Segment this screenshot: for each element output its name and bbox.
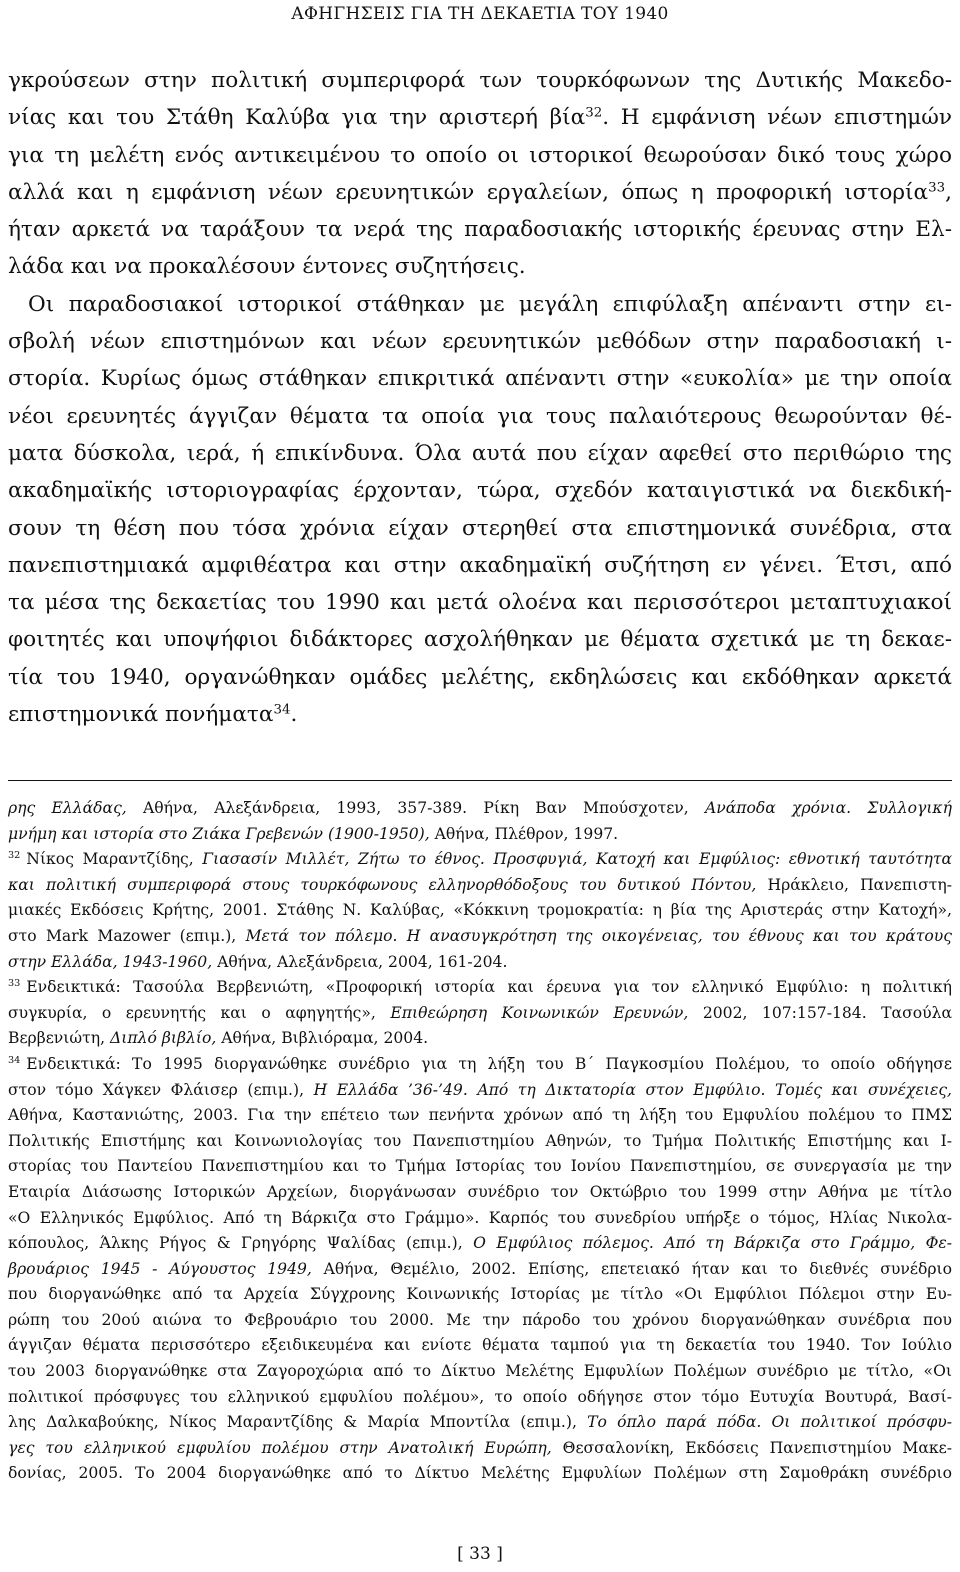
body-line-text: σουν τη θέση που τόσα χρόνια είχαν στερηθεί στα επιστημονικά συνέδρια, στα (8, 515, 952, 541)
citation-title: βρουάριος 1945 - Αύγουστος 1949, (8, 1259, 312, 1278)
footnote-text: Θεσσαλονίκη, Εκδόσεις Πανεπιστημίου Μακε- (551, 1438, 952, 1457)
footnote-line (8, 1308, 952, 1334)
body-line (8, 584, 952, 621)
footnote-line (8, 898, 952, 924)
footnote-line (8, 924, 952, 950)
body-line (8, 621, 952, 658)
footnote-line (8, 1282, 952, 1308)
body-line (8, 435, 952, 472)
body-line-text: Οι παραδοσιακοί ιστορικοί στάθηκαν με μεγάλη επιφύλαξη απέναντι στην ει- (28, 291, 952, 317)
body-line-text: γκρούσεων στην πολιτική συμπεριφορά των τουρκόφωνων της Δυτικής Μακεδο- (8, 68, 952, 93)
body-line (8, 472, 952, 509)
footnote-line (8, 847, 952, 873)
body-line (8, 99, 952, 136)
footnote-text: στον τόμο Χάγκεν Φλάισερ (επιμ.), (8, 1080, 314, 1099)
footnote-line (8, 1103, 952, 1129)
footnote-line (8, 1257, 952, 1283)
body-line (8, 137, 952, 174)
body-line (8, 659, 952, 696)
body-line (8, 398, 952, 435)
body-line (8, 286, 952, 323)
footnote-text: Εταιρία Διάσωσης Ιστορικών Αρχείων, διοργάνωσαν συνέδριο τον Οκτώβριο του 1999 στην Αθήνα με τίτλο (8, 1182, 952, 1201)
footnote-reference[interactable]: 33 (928, 180, 946, 196)
footnote-text: Ηράκλειο, Πανεπιστη- (756, 875, 953, 894)
footnote-text: του 2003 διοργανώθηκε στα Ζαγοροχώρια από το Δίκτυο Μελέτης Εμφυλίων Πολέμων συνέδριο με τίτλο, «Οι (8, 1362, 952, 1381)
running-header: ΑΦΗΓΗΣΕΙΣ ΓΙΑ ΤΗ ΔΕΚΑΕΤΙΑ ΤΟΥ 1940 (291, 4, 669, 24)
footnote-text: 2002, 107:157-184. Τασούλα (688, 1003, 952, 1022)
footnote-line (8, 1206, 952, 1232)
footnote-reference[interactable]: 34 (273, 702, 291, 718)
body-line-text: επιστημονικά πονήματα (8, 702, 274, 728)
citation-title: Επιθεώρηση Κοινωνικών Ερευνών, (390, 1003, 689, 1022)
body-line (8, 174, 952, 211)
citation-title: μνήμη και ιστορία στο Ζιάκα Γρεβενών (1900-1950), (8, 824, 430, 843)
page-number: [ 33 ] (457, 1544, 503, 1564)
footnote-text: μιακές Εκδόσεις Κρήτης, 2001. Στάθης Ν. Καλύβας, «Κόκκινη τρομοκρατία: η βία της Αριστεράς στην Κατοχή», (8, 901, 952, 920)
citation-title: Ανάποδα χρόνια. Συλλογική (704, 799, 952, 817)
footnote-text: Ενδεικτικά: Τασούλα Βερβενιώτη, «Προφορική ιστορία και έρευνα για τον ελληνικό Εμφύλιο: η πολιτική (26, 978, 952, 997)
body-line-text: ήταν αρκετά να ταράξουν τα νερά της παραδοσιακής ιστορικής έρευνας στην Ελ- (8, 217, 952, 243)
footnote-line (8, 1385, 952, 1411)
body-line-text: ακαδημαϊκής ιστοριογραφίας έρχονταν, τώρα, σχεδόν καταιγιστικά να διεκδική- (8, 478, 952, 504)
body-line (8, 696, 952, 733)
footnote-text: λης Δαλκαβούκης, Νίκος Μαραντζίδης & Μαρία Μποντίλα (επιμ.), (8, 1413, 588, 1432)
body-line (8, 547, 952, 584)
footnote-line (8, 1154, 952, 1180)
footnote-text: συγκυρία, ο ερευνητής και ο αφηγητής», (8, 1003, 391, 1022)
body-line-text: νέοι ερευνητές άγγιζαν θέματα τα οποία για τους παλαιότερους θεωρούνταν θέ- (8, 403, 952, 429)
citation-title: Γιασασίν Μιλλέτ, Ζήτω το έθνος. Προσφυγιά, Κατοχή και Εμφύλιος: εθνοτική ταυτότητα (202, 850, 952, 869)
footnote-line (8, 1001, 952, 1027)
footnote-text: στο Mark Mazower (επιμ.), (8, 926, 246, 945)
body-line-text: σβολή νέων επιστημόνων και νέων ερευνητικών μεθόδων στην παραδοσιακή ι- (8, 329, 952, 355)
body-line (8, 323, 952, 360)
footnote-number: 32 (8, 850, 21, 862)
footnote-text: Αθήνα, Αλεξάνδρεια, 2004, 161-204. (212, 952, 508, 971)
footnote-line (8, 1436, 952, 1462)
citation-title: Ο Εμφύλιος πόλεμος. Από τη Βάρκιζα στο Γράμμο, Φε- (473, 1234, 952, 1253)
footnote-divider (8, 780, 952, 781)
footnote-text: Αθήνα, Καστανιώτης, 2003. Για την επέτειο των πενήντα χρόνων από τη λήξη του Εμφυλίου πολέμου το ΠΜΣ (8, 1106, 952, 1125)
body-line-text: . Η εμφάνιση νέων επιστημών (602, 105, 953, 131)
main-text (8, 62, 952, 733)
citation-title: στην Ελλάδα, 1943-1960, (8, 952, 213, 971)
citation-title: Η Ελλάδα ’36-’49. Από τη Δικτατορία στον Εμφύλιο. Τομές και συνέχειες, (313, 1080, 953, 1099)
body-line-text: στορία. Κυρίως όμως στάθηκαν επικριτικά απέναντι στην «ευκολία» με την οποία (8, 366, 952, 392)
body-line-text: πανεπιστημιακά αμφιθέατρα και στην ακαδημαϊκή συζήτηση εν γένει. Έτσι, από (8, 552, 952, 578)
footnote-text: Ενδεικτικά: Το 1995 διοργανώθηκε συνέδριο για τη λήξη του Β΄ Παγκοσμίου Πολέμου, το οποίο οδήγησε (26, 1054, 952, 1073)
footnote-text: ρώπη του 20ού αιώνα το Φεβρουάριο του 2000. Με την πάροδο του χρόνου διοργανώθηκαν συνέδρια που (8, 1310, 952, 1329)
body-line (8, 211, 952, 248)
footnote-line (8, 950, 952, 976)
footnote-line (8, 1410, 952, 1436)
citation-title: Το όπλο παρά πόδα. Οι πολιτικοί πρόσφυ- (587, 1413, 952, 1432)
footnote-line (8, 1231, 952, 1257)
body-line-text: τία του 1940, οργανώθηκαν ομάδες μελέτης, εκδηλώσεις και εκδόθηκαν αρκετά (8, 664, 952, 690)
footnote-reference[interactable]: 32 (585, 105, 603, 121)
footnote-line (8, 975, 952, 1001)
footnote-text: «Ο Ελληνικός Εμφύλιος. Από τη Βάρκιζα στο Γράμμο». Καρπός του συνεδρίου υπήρξε ο τόμος, Ηλίας Νικολα- (8, 1208, 952, 1227)
footnote-line (8, 796, 952, 822)
body-line-text: για τη μελέτη ενός αντικειμένου το οποίο οι ιστορικοί θεωρούσαν δικό τους χώρο (8, 142, 952, 168)
body-line-text: λάδα και να προκαλέσουν έντονες συζητήσεις. (8, 254, 526, 280)
citation-title: γες του ελληνικού εμφυλίου πολέμου στην Ανατολική Ευρώπη, (8, 1438, 552, 1457)
body-line-text: αλλά και η εμφάνιση νέων ερευνητικών εργαλείων, όπως η προφορική ιστορία (8, 179, 929, 205)
footnote-text: Νίκος Μαραντζίδης, (26, 850, 203, 869)
body-line-text: , (945, 179, 952, 205)
body-line-text: φοιτητές και υποψήφιοι διδάκτορες ασχολήθηκαν με θέματα σχετικά με τη δεκαε- (8, 627, 952, 653)
citation-title: Μετά τον πόλεμο. Η ανασυγκρότηση της οικογένειας, του έθνους και του κράτους (245, 926, 952, 945)
footnote-text: πολιτικοί πρόσφυγες του ελληνικού εμφυλίου πολέμου», το οποίο οδήγησε στον τόμο Ευτυχία Βουτυρά, Βασί- (8, 1387, 952, 1406)
footnote-text: Αθήνα, Θεμέλιο, 2002. Επίσης, επετειακό ήταν και το διεθνές συνέδριο (311, 1259, 952, 1278)
body-line (8, 360, 952, 397)
footnote-line (8, 1052, 952, 1078)
footnote-line (8, 1461, 952, 1487)
body-line (8, 248, 952, 285)
citation-title: ρης Ελλάδας, (8, 799, 127, 817)
footnotes (8, 796, 952, 1487)
footnote-line (8, 1026, 952, 1052)
footnote-text: Αθήνα, Αλεξάνδρεια, 1993, 357-389. Ρίκη Βαν Μπούσχοτεν, (126, 799, 705, 817)
citation-title: και πολιτική συμπεριφορά στους τουρκόφωνους ελληνορθόδοξους του δυτικού Πόντου, (8, 875, 757, 894)
footnote-text: άγγιζαν θέματα περισσότερο εξειδικευμένα και ενίοτε θέματα ταμπού για τη δεκαετία του 1940. Τον Ιούλιο (8, 1336, 952, 1355)
footnote-text: δονίας, 2005. Το 2004 διοργανώθηκε από το Δίκτυο Μελέτης Εμφυλίων Πολέμων στη Σαμοθράκη συνέδριο (8, 1464, 952, 1483)
body-line-text: νίας και του Στάθη Καλύβα για την αριστερή βία (8, 105, 586, 131)
footnote-text: Βερβενιώτη, (8, 1029, 110, 1048)
body-line (8, 62, 952, 99)
footnote-text: Αθήνα, Βιβλιόραμα, 2004. (216, 1029, 429, 1048)
footnote-line (8, 873, 952, 899)
footnote-line (8, 1129, 952, 1155)
footnote-text: κόπουλος, Άλκης Ρήγος & Γρηγόρης Ψαλίδας (επιμ.), (8, 1234, 474, 1253)
citation-title: Διπλό βιβλίο, (110, 1029, 217, 1048)
footnote-text: Αθήνα, Πλέθρον, 1997. (429, 824, 619, 843)
footnote-text: που διοργανώθηκε από τα Αρχεία Σύγχρονης Κοινωνικής Ιστορίας με τίτλο «Οι Εμφύλιοι Πόλεμοι στην Ευ- (8, 1285, 952, 1304)
body-line (8, 510, 952, 547)
footnote-line (8, 1359, 952, 1385)
footnote-line (8, 1078, 952, 1104)
footnote-number: 34 (8, 1055, 21, 1067)
body-line-text: ματα δύσκολα, ιερά, ή επικίνδυνα. Όλα αυτά που είχαν αφεθεί στο περιθώριο της (8, 440, 952, 466)
footnote-number: 33 (8, 978, 21, 990)
footnote-line (8, 1180, 952, 1206)
footnote-text: στορίας του Παντείου Πανεπιστημίου και το Τμήμα Ιστορίας του Ιονίου Πανεπιστημίου, σε συνεργασία με την (8, 1157, 952, 1176)
body-line-text: τα μέσα της δεκαετίας του 1990 και μετά ολοένα και περισσότεροι μεταπτυχιακοί (8, 590, 952, 616)
footnote-line (8, 822, 952, 848)
body-line-text: . (290, 702, 298, 728)
footnote-line (8, 1333, 952, 1359)
footnote-text: Πολιτικής Επιστήμης και Κοινωνιολογίας του Πανεπιστημίου Αθηνών, το Τμήμα Πολιτικής Επιστήμης και Ι- (8, 1131, 952, 1150)
